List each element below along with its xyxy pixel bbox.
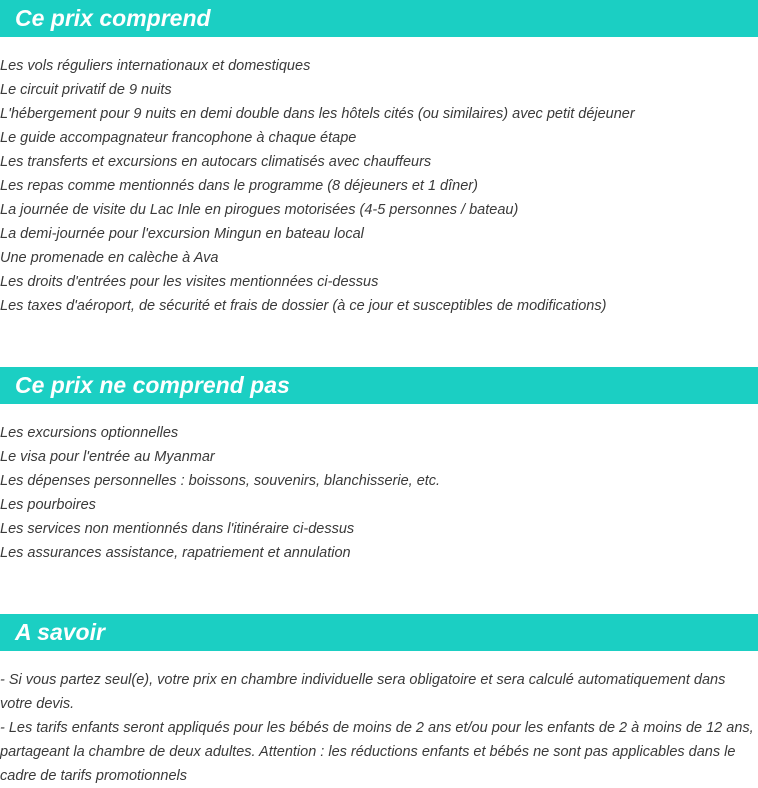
excluded-title: Ce prix ne comprend pas (15, 372, 290, 398)
list-item: Le circuit privatif de 9 nuits (0, 82, 172, 98)
note-paragraph: - Si vous partez seul(e), votre prix en chambre individuelle sera obligatoire et sera calculé automatiquement dans votre devis. (0, 672, 726, 712)
included-section (0, 0, 758, 318)
know-section (0, 614, 758, 788)
included-header (0, 0, 758, 37)
list-item: Les vols réguliers internationaux et domestiques (0, 58, 311, 74)
list-item: Les taxes d'aéroport, de sécurité et frais de dossier (à ce jour et susceptibles de modifications) (0, 298, 607, 314)
excluded-section (0, 367, 758, 565)
list-item: L'hébergement pour 9 nuits en demi double dans les hôtels cités (ou similaires) avec petit déjeuner (0, 106, 635, 122)
included-title: Ce prix comprend (15, 5, 211, 31)
list-item: Les repas comme mentionnés dans le programme (8 déjeuners et 1 dîner) (0, 178, 478, 194)
excluded-list (0, 421, 758, 565)
list-item: Les assurances assistance, rapatriement et annulation (0, 545, 351, 561)
list-item: Les transferts et excursions en autocars climatisés avec chauffeurs (0, 154, 432, 170)
list-item: Une promenade en calèche à Ava (0, 250, 219, 266)
included-list (0, 54, 758, 318)
list-item: Les droits d'entrées pour les visites mentionnées ci-dessus (0, 274, 379, 290)
know-header (0, 614, 758, 651)
list-item: Le visa pour l'entrée au Myanmar (0, 449, 215, 465)
know-notes (0, 651, 758, 788)
list-item: La journée de visite du Lac Inle en pirogues motorisées (4-5 personnes / bateau) (0, 202, 519, 218)
list-item: Les dépenses personnelles : boissons, souvenirs, blanchisserie, etc. (0, 473, 441, 489)
know-title: A savoir (15, 619, 105, 645)
note-paragraph: - Les tarifs enfants seront appliqués pour les bébés de moins de 2 ans et/ou pour les enfants de 2 à moins de 12 ans, partageant la chambre de deux adultes. Attention : les réductions enfants et bébés ne sont pas applicables dans le cadre de tarifs promotionnels (0, 720, 754, 784)
list-item: Le guide accompagnateur francophone à chaque étape (0, 130, 357, 146)
list-item: Les pourboires (0, 497, 96, 513)
excluded-header (0, 367, 758, 404)
list-item: Les services non mentionnés dans l'itinéraire ci-dessus (0, 521, 355, 537)
list-item: La demi-journée pour l'excursion Mingun en bateau local (0, 226, 364, 242)
list-item: Les excursions optionnelles (0, 425, 179, 441)
